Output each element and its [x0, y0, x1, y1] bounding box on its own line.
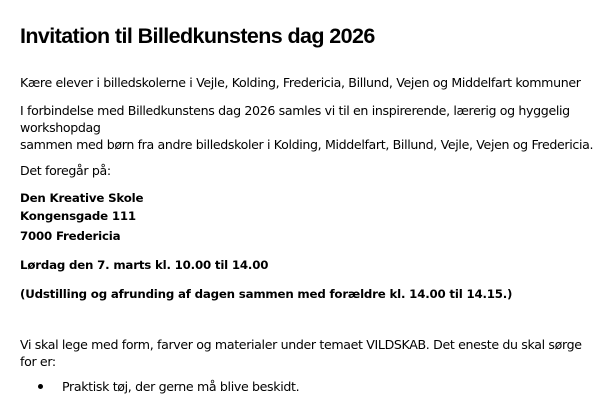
address-city: 7000 Fredericia	[20, 229, 121, 243]
intro-text-line-2: workshopdag	[20, 120, 101, 135]
bullet-icon	[38, 384, 43, 389]
theme-text-line-2: for er:	[20, 354, 56, 369]
exhibition-note-text: (Udstilling og afrunding af dagen sammen med forældre kl. 14.00 til 14.15.)	[20, 287, 513, 301]
invitation-title: Invitation til Billedkunstens dag 2026	[20, 24, 375, 48]
date-time-text: Lørdag den 7. marts kl. 10.00 til 14.00	[20, 258, 269, 272]
bullet-item-text: Praktisk tøj, der gerne må blive beskidt.	[62, 379, 300, 394]
address-street: Kongensgade 111	[20, 209, 136, 223]
intro-text-line-3: sammen med børn fra andre billedskoler i Kolding, Middelfart, Billund, Vejle, Vejen og Fredericia.	[20, 137, 594, 152]
intro-text-line-1: I forbindelse med Billedkunstens dag 2026 samles vi til en inspirerende, lærerig og hyggelig	[20, 103, 570, 118]
address-name: Den Kreative Skole	[20, 191, 144, 205]
greeting-text: Kære elever i billedskolerne i Vejle, Kolding, Fredericia, Billund, Vejen og Middelfart kommuner	[20, 75, 581, 90]
theme-text-line-1: Vi skal lege med form, farver og materialer under temaet VILDSKAB. Det eneste du skal sørge	[20, 337, 582, 352]
location-intro-text: Det foregår på:	[20, 163, 111, 178]
